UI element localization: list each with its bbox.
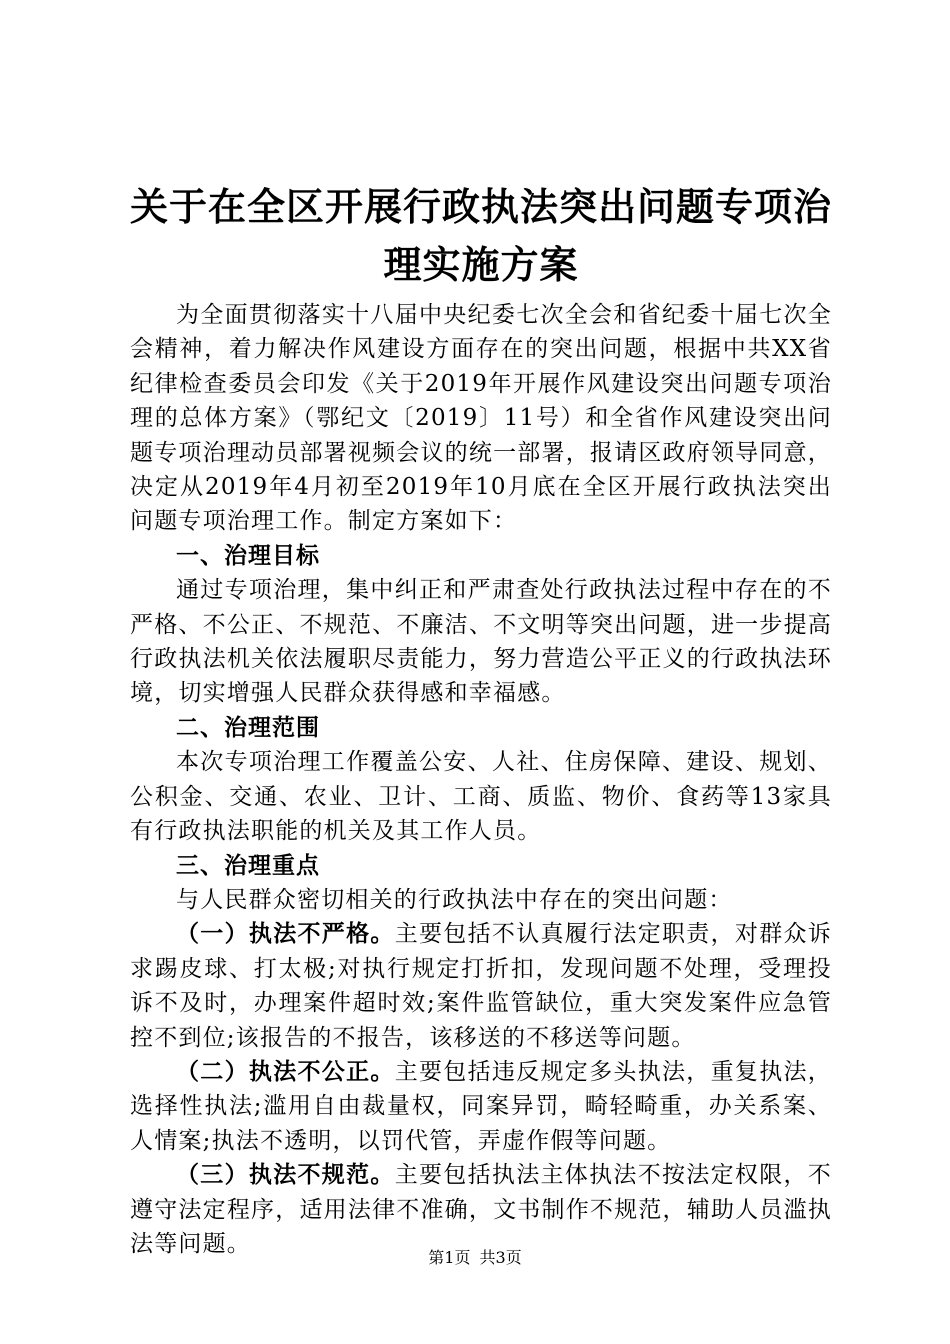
page-footer xyxy=(0,1245,950,1268)
focus-item-2-lead: （二）执法不公正。 xyxy=(176,1058,395,1085)
focus-item-2-text: 主要包括违反规定多头执法，重复执法，选择性执法;滥用自由裁量权，同案异罚，畸轻畸重，办关系案、人情案;执法不透明，以罚代管，弄虚作假等问题。 xyxy=(130,1058,832,1154)
document-title: 关于在全区开展行政执法突出问题专项治理实施方案 xyxy=(130,185,833,287)
focus-item-1-lead: （一）执法不严格。 xyxy=(176,921,395,948)
focus-item-1 xyxy=(130,917,832,1055)
focus-intro-paragraph: 与人民群众密切相关的行政执法中存在的突出问题： xyxy=(176,886,733,913)
focus-item-2 xyxy=(130,1055,832,1158)
goals-paragraph: 通过专项治理，集中纠正和严肃查处行政执法过程中存在的不严格、不公正、不规范、不廉洁、不文明等突出问题，进一步提高行政执法机关依法履职尽责能力，努力营造公平正义的行政执法环境，切实增强人民群众获得感和幸福感。 xyxy=(130,577,832,707)
section-heading-goals: 一、治理目标 xyxy=(176,542,320,569)
section-heading-focus: 三、治理重点 xyxy=(176,852,320,879)
section-heading-scope: 二、治理范围 xyxy=(176,714,320,741)
document-body xyxy=(130,298,832,1261)
focus-item-3-lead: （三）执法不规范。 xyxy=(176,1162,395,1189)
intro-paragraph: 为全面贯彻落实十八届中央纪委七次全会和省纪委十届七次全会精神，着力解决作风建设方面存在的突出问题，根据中共XX省纪律检查委员会印发《关于2019年开展作风建设突出问题专项治理的总体方案》（鄂纪文〔2019〕11号）和全省作风建设突出问题专项治理动员部署视频会议的统一部署，报请区政府领导同意，决定从2019年4月初至2019年10月底在全区开展行政执法突出问题专项治理工作。制定方案如下： xyxy=(130,302,832,535)
page-number: 第1页 xyxy=(428,1248,471,1267)
focus-item-1-text: 主要包括不认真履行法定职责，对群众诉求踢皮球、打太极;对执行规定打折扣，发现问题不处理，受理投诉不及时，办理案件超时效;案件监管缺位，重大突发案件应急管控不到位;该报告的不报告，该移送的不移送等问题。 xyxy=(130,921,832,1051)
page-total: 共3页 xyxy=(479,1248,522,1267)
focus-item-3-text: 主要包括执法主体执法不按法定权限，不遵守法定程序，适用法律不准确，文书制作不规范，辅助人员滥执法等问题。 xyxy=(130,1162,832,1257)
scope-paragraph: 本次专项治理工作覆盖公安、人社、住房保障、建设、规划、公积金、交通、农业、卫计、工商、质监、物价、食药等13家具有行政执法职能的机关及其工作人员。 xyxy=(130,749,832,845)
document-page xyxy=(130,178,832,1261)
